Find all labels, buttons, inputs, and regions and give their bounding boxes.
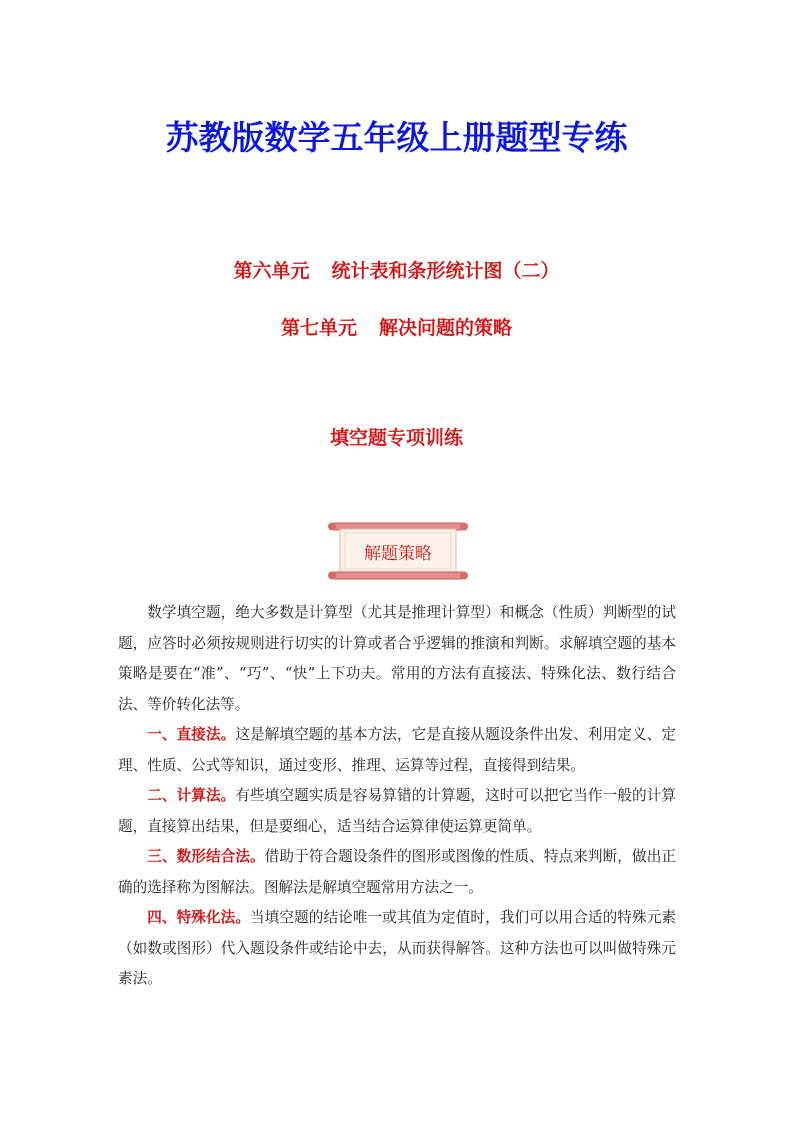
strategy-label: 解题策略 — [364, 544, 432, 564]
strategy-scroll-banner — [328, 521, 468, 581]
unit-six-name: 统计表和条形统计图（二） — [331, 260, 560, 282]
unit-seven-heading — [0, 313, 793, 340]
method-heading: 四、特殊化法。 — [147, 909, 251, 926]
unit-seven-name: 解决问题的策略 — [379, 317, 513, 339]
method-paragraph-direct — [118, 720, 676, 781]
document-title: 苏教版数学五年级上册题型专练 — [165, 118, 628, 157]
method-heading: 三、数形结合法。 — [147, 848, 265, 865]
method-heading: 一、直接法。 — [147, 726, 236, 743]
section-title: 填空题专项训练 — [329, 427, 463, 449]
unit-six-heading — [0, 256, 793, 283]
unit-seven-label: 第七单元 — [280, 317, 357, 339]
strategy-body — [118, 598, 676, 995]
method-text: 当填空题的结论唯一或其值为定值时，我们可以用合适的特殊元素（如数或图形）代入题设条件或结论中去，从而获得解答。这种方法也可以叫做特殊元素法。 — [118, 909, 676, 987]
intro-paragraph: 数学填空题，绝大多数是计算型（尤其是推理计算型）和概念（性质）判断型的试题，应答时必须按规则进行切实的计算或者合乎逻辑的推演和判断。求解填空题的基本策略是要在“准”、“巧”、“快”上下功夫。常用的方法有直接法、特殊化法、数行结合法、等价转化法等。 — [118, 604, 676, 713]
method-text: 借助于符合题设条件的图形或图像的性质、特点来判断，做出正确的选择称为图解法。图解法是解填空题常用方法之一。 — [118, 848, 676, 896]
method-text: 这是解填空题的基本方法，它是直接从题设条件出发、利用定义、定理、性质、公式等知识，通过变形、推理、运算等过程，直接得到结果。 — [118, 726, 676, 774]
method-heading: 二、计算法。 — [147, 787, 236, 804]
method-paragraph-graphic — [118, 842, 676, 903]
method-text: 有些填空题实质是容易算错的计算题，这时可以把它当作一般的计算题，直接算出结果，但是要细心，适当结合运算律使运算更简单。 — [118, 787, 676, 835]
unit-six-label: 第六单元 — [233, 260, 310, 282]
method-paragraph-special — [118, 903, 676, 995]
method-paragraph-calculation — [118, 781, 676, 842]
